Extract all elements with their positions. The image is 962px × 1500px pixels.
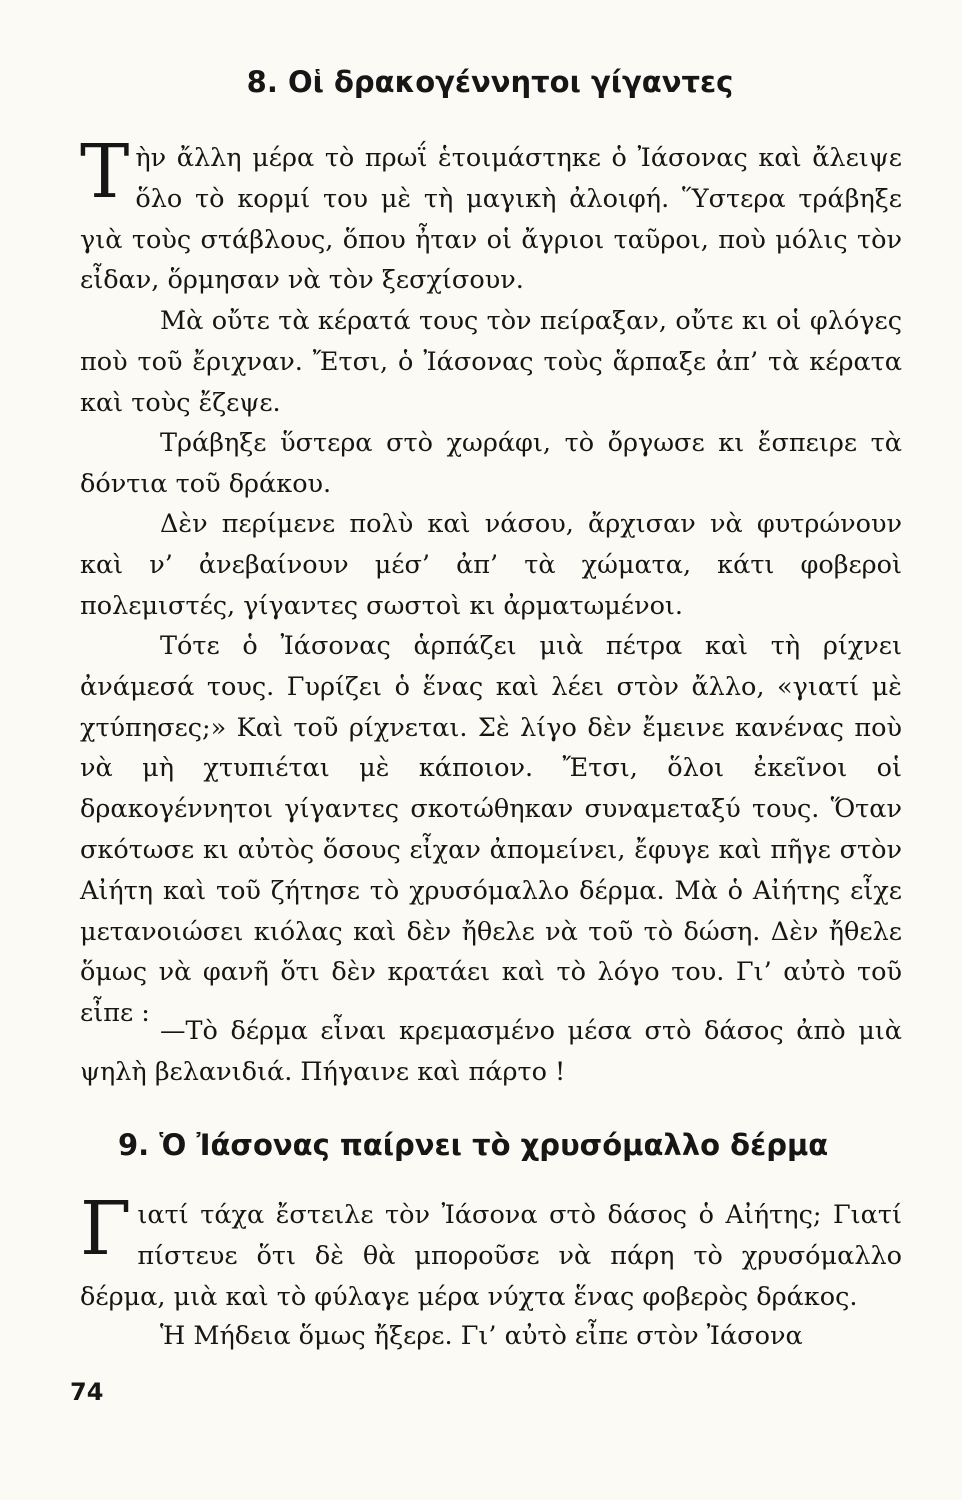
paragraph-8-2: Μὰ οὔτε τὰ κέρατά τους τὸν πείραξαν, οὔτε κι οἱ φλόγες ποὺ τοῦ ἔριχναν. Ἔτσι, ὁ Ἰάσονας τοὺς ἅρπαξε ἀπ’ τὰ κέρατα καὶ τοὺς ἔζεψε. — [80, 306, 902, 418]
paragraph-9-2: Ἡ Μήδεια ὅμως ἤξερε. Γι’ αὐτὸ εἶπε στὸν Ἰάσονα — [160, 1321, 803, 1351]
paragraph-8-5: Τότε ὁ Ἰάσονας ἁρπάζει μιὰ πέτρα καὶ τὴ ρίχνει ἀνάμεσά τους. Γυρίζει ὁ ἕνας καὶ λέει στὸν ἄλλο, «γιατί μὲ χτύπησες;» Καὶ τοῦ ρίχνεται. Σὲ λίγο δὲν ἔμεινε κανένας ποὺ νὰ μὴ χτυπιέται μὲ κάποιον. Ἔτσι, ὅλοι ἐκεῖνοι οἱ δρακογέννητοι γίγαντες σκοτώθηκαν συναμεταξύ τους. Ὅταν σκότωσε κι αὐτὸς ὅσους εἶχαν ἀπομείνει, ἔφυγε καὶ πῆγε στὸν Αἰήτη καὶ τοῦ ζήτησε τὸ χρυσόμαλλο δέρμα. Μὰ ὁ Αἰήτης εἶχε μετανοιώσει κιόλας καὶ δὲν ἤθελε νὰ τοῦ τὸ δώση. Δὲν ἤθελε ὅμως νὰ φανῆ ὅτι δὲν κρατάει καὶ τὸ λόγο του. Γι’ αὐτὸ τοῦ εἶπε : — [80, 631, 902, 1029]
paragraph-text: ὴν ἄλλη μέρα τὸ πρωΐ ἑτοιμάστηκε ὁ Ἰάσονας καὶ ἄλειψε ὅλο τὸ κορμί του μὲ τὴ μαγικὴ ἀλοιφή. Ὕστερα τράβηξε γιὰ τοὺς στάβλους, ὅπου ἦταν οἱ ἄγριοι ταῦροι, ποὺ μόλις τὸν εἶδαν, ὅρμησαν νὰ τὸν ξεσχίσουν. — [80, 143, 902, 296]
chapter-heading-9: 9. Ὁ Ἰάσονας παίρνει τὸ χρυσόμαλλο δέρμα — [118, 1128, 829, 1162]
page-number: 74 — [70, 1378, 104, 1406]
paragraph-9-1 — [80, 1186, 902, 1317]
paragraph-8-1 — [80, 129, 902, 301]
paragraph-8-6: —Τὸ δέρμα εἶναι κρεμασμένο μέσα στὸ δάσος ἀπὸ μιὰ ψηλὴ βελανιδιά. Πήγαινε καὶ πάρτο ! — [80, 1016, 902, 1087]
paragraph-text: ιατί τάχα ἔστειλε τὸν Ἰάσονα στὸ δάσος ὁ Αἰήτης; Γιατί πίστευε ὅτι δὲ θὰ μποροῦσε νὰ πάρη τὸ χρυσόμαλλο δέρμα, μιὰ καὶ τὸ φύλαγε μέρα νύχτα ἕνας φοβερὸς δράκος. — [80, 1200, 902, 1312]
chapter-heading-8: 8. Οἱ δρακογέννητοι γίγαντες — [246, 65, 734, 99]
paragraph-8-3: Τράβηξε ὕστερα στὸ χωράφι, τὸ ὄργωσε κι ἔσπειρε τὰ δόντια τοῦ δράκου. — [80, 428, 902, 499]
drop-cap: Γ — [80, 1186, 132, 1272]
drop-cap: Τ — [80, 129, 130, 215]
paragraph-8-4: Δὲν περίμενε πολὺ καὶ νάσου, ἄρχισαν νὰ φυτρώνουν καὶ ν’ ἀνεβαίνουν μέσ’ ἀπ’ τὰ χώματα, κάτι φοβεροὶ πολεμιστές, γίγαντες σωστοὶ κι ἀρματωμένοι. — [80, 509, 902, 621]
